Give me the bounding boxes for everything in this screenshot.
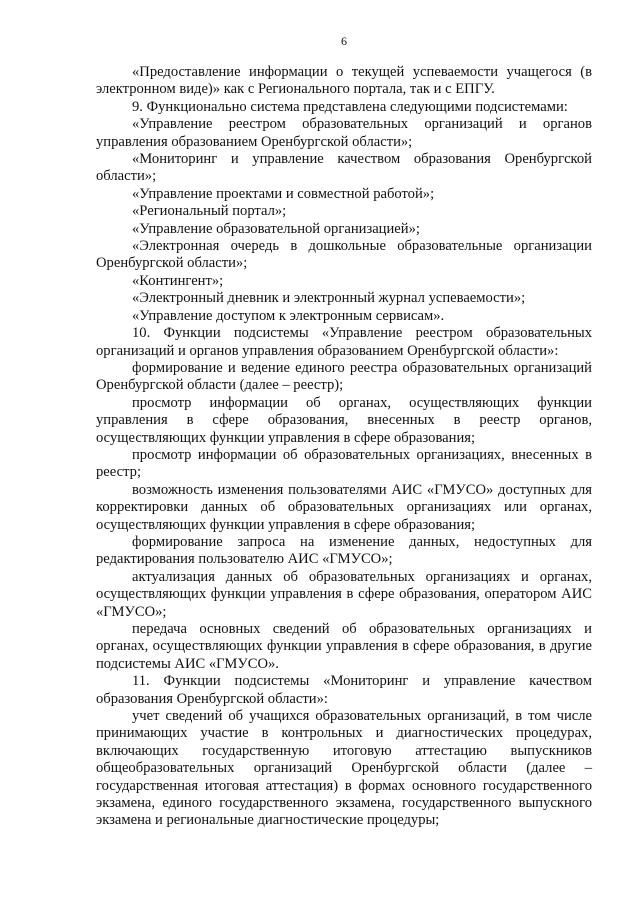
paragraph: «Управление образовательной организацией»; — [132, 220, 420, 237]
paragraph: возможность изменения пользователями АИС «ГМУСО» доступных для корректировки данных об образовательных организациях или органах, осуществляющих функции управления в сфере образования; — [96, 481, 592, 533]
paragraph: «Предоставление информации о текущей успеваемости учащегося (в электронном виде)» как с Регионального портала, так и с ЕПГУ. — [96, 64, 592, 98]
paragraph: просмотр информации об образовательных организациях, внесенных в реестр; — [96, 446, 592, 481]
paragraph: актуализация данных об образовательных организациях и органах, осуществляющих функции управления в сфере образования, оператором АИС «ГМУСО»; — [96, 568, 592, 620]
paragraph: «Региональный портал»; — [132, 203, 287, 220]
paragraph: передача основных сведений об образовательных организациях и органах, осуществляющих функции управления в сфере образования, в другие подсистемы АИС «ГМУСО». — [96, 621, 592, 672]
paragraph: формирование запроса на изменение данных, недоступных для редактирования пользователю АИС «ГМУСО»; — [96, 533, 592, 568]
paragraph: «Управление реестром образовательных организаций и органов управления образованием Оренбургской области»; — [96, 116, 592, 150]
document-body — [96, 64, 592, 830]
paragraph: формирование и ведение единого реестра образовательных организаций Оренбургской области (далее – реестр); — [96, 359, 592, 394]
paragraph: учет сведений об учащихся образовательных организаций, в том числе принимающих участие в контрольных и диагностических процедурах, включающих государственную итоговую аттестацию выпускников общеобразовательных организаций Оренбургской области (далее – государственная итоговая аттестация) в формах основного государственного экзамена, единого государственного экзамена, государственного выпускного экзамена и региональные диагностические процедуры; — [96, 708, 592, 829]
paragraph: «Электронный дневник и электронный журнал успеваемости»; — [132, 290, 526, 307]
paragraph: 10. Функции подсистемы «Управление реестром образовательных организаций и органов управления образованием Оренбургской области»: — [96, 325, 592, 359]
paragraph: 9. Функционально система представлена следующими подсистемами: — [132, 98, 568, 115]
paragraph: «Управление доступом к электронным сервисам». — [132, 307, 445, 324]
document-page — [96, 34, 592, 830]
paragraph: «Контингент»; — [132, 272, 224, 289]
page-number: 6 — [341, 34, 347, 48]
paragraph: «Управление проектами и совместной работой»; — [132, 185, 435, 202]
paragraph: просмотр информации об органах, осуществляющих функции управления в сфере образования, внесенных в реестр органов, осуществляющих функции управления в сфере образования; — [96, 394, 592, 446]
paragraph: «Мониторинг и управление качеством образования Оренбургской области»; — [96, 151, 592, 185]
paragraph: 11. Функции подсистемы «Мониторинг и управление качеством образования Оренбургской области»: — [96, 673, 592, 707]
paragraph: «Электронная очередь в дошкольные образовательные организации Оренбургской области»; — [96, 238, 592, 272]
